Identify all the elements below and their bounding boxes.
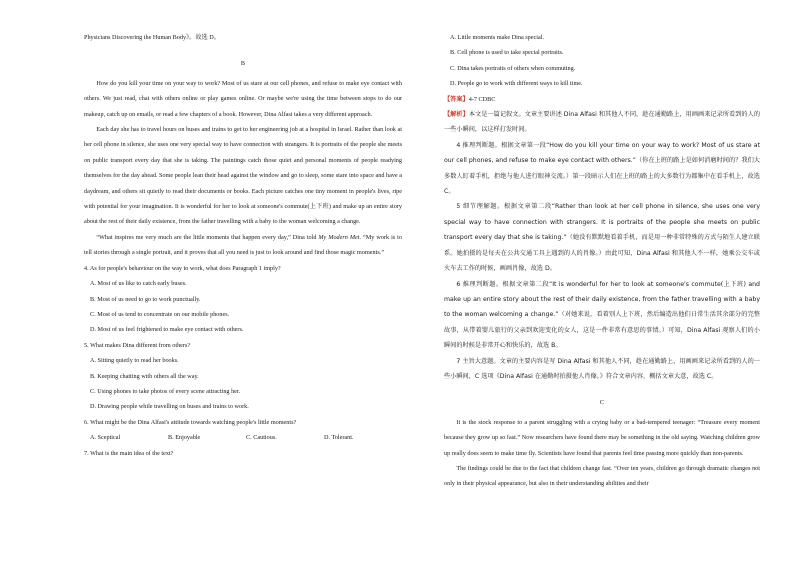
passage-c-paragraph-1: It is the stock response to a parent struggling with a crying baby or a bad-tempered teenager: “Treasure every moment because they grow up so fast.” Now researchers have found there may be something in the old saying. Watching children grow up really does seem to make time fly. Scientists have found that parents feel time passing more quickly than non-parents. bbox=[444, 418, 760, 457]
q5-option-d: D. Drawing people while travelling on buses and trains to work. bbox=[90, 403, 249, 411]
quote-part-1: “What inspires me very much are the little moments that happen every day,” Dina told bbox=[96, 233, 319, 241]
magazine-title: My Modern Met bbox=[318, 233, 360, 241]
q7-option-a: A. Little moments make Dina special. bbox=[450, 34, 544, 41]
explanation-q4: 4 推理判断题。根据文章第一段“How do you kill your time on your way to work? Most of us stare at our cell phones, and refuse to make eye contact with others.”（你在上班的路上是如何消磨时间的？我们大多数人盯着手机，拒绝与他人进行眼神交流。）第一段暗示人们在上班的路上的大多数行为都集中在看手机上，故选 C。 bbox=[444, 141, 760, 196]
question-6: 6. What might be the Dina Alfasi's attitude towards watching people's little moments? bbox=[84, 418, 297, 426]
q6-option-a: A. Sceptical bbox=[90, 434, 121, 442]
q4-option-b: B. Most of us need to go to work punctually. bbox=[90, 295, 201, 303]
quote-part-2: . “My work is to tell stories through a single portrait, and it proves that all you need is just to look around and find those magic moments.” bbox=[84, 233, 402, 257]
answer-line bbox=[444, 92, 760, 107]
previous-answer-line: Physicians Discovering the Human Body》。故选 D。 bbox=[84, 34, 220, 41]
q5-option-c: C. Using phones to take photos of every scene attracting her. bbox=[90, 387, 241, 395]
q4-option-c: C. Most of us tend to concentrate on our mobile phones. bbox=[90, 310, 230, 318]
explanation-q7: 7 主旨大意题。文章的主要内容是写 Dina Alfasi 和其他人不同，趁在通勤路上，用画画来记录所看到的人的一些小瞬间，C 选项《Dina Alfasi 在通勤时拍摄他人肖像。》符合文章内容，概括文章大意，故选 C。 bbox=[444, 357, 760, 380]
answer-tag: 【答案】 bbox=[444, 95, 469, 103]
q6-option-d: D. Tolerant. bbox=[324, 434, 354, 442]
q4-option-d: D. Most of us feel frightened to make eye contact with others. bbox=[90, 326, 244, 334]
passage-b-paragraph-2: Each day she has to travel hours on buses and trains to get to her engineering job at a hospital in Israel. Rather than look at her cell phone in silence, she uses one very special way to have connection with strangers. It is portraits of the people she meets on public transport every day that she is taking. The paintings catch those quiet and personal moments of people readying themselves for the day ahead. Some people lean their head against the window and go to sleep, some stare into space and have a daydream, and others sit quietly to read their documents or books. Each picture catches one tiny moment in people's lives, ripe with potential for your imagination. It is wonderful for her to look at someone's commute(上下班) and make up an entire story about the rest of their daily existence, from the father travelling with a baby to the woman welcoming a change. bbox=[84, 126, 402, 226]
q5-option-a: A. Sitting quietly to read her books. bbox=[90, 357, 179, 365]
q5-option-b: B. Keeping chatting with others all the way. bbox=[90, 372, 199, 380]
analysis-text: 本文是一篇记叙文。文章主要讲述 Dina Alfasi 和其他人不同，趁在通勤路上，用画画来记录所看到的人的一些小瞬间，以这样打发时间。 bbox=[444, 111, 761, 134]
question-5: 5. What makes Dina different from others? bbox=[84, 341, 191, 349]
explanation-q6: 6 推理判断题。根据文章第二段“It is wonderful for her to look at someone's commute(上下班) and make up an entire story about the rest of their daily existence, from the father travelling with a baby to the woman welcoming a change.”（对她来说，看着别人上下班，然后编造出他们日常生活其余部分的完整故事，从带着婴儿旅行的父亲到欢迎变化的女人，这是一件非常有意思的事情。）可知，Dina Alfasi 观察人们的小瞬间的时候是非常开心和快乐的，故选 B。 bbox=[444, 280, 760, 350]
passage-b-paragraph-1: How do you kill your time on your way to work? Most of us stare at our cell phones, and refuse to make eye contact with others. We just read, chat with others online or play games online. Or maybe we're using the time between stops to do our makeup, catch up on emails, or read a few chapters of a book. However, Dina Alfasi takes a very different approach. bbox=[84, 79, 402, 118]
question-4: 4. As for people's behaviour on the way to work, what does Paragraph 1 imply? bbox=[84, 264, 281, 272]
passage-b-paragraph-3 bbox=[84, 230, 402, 261]
analysis-tag: 【解析】 bbox=[444, 111, 469, 119]
answer-key: 4-7 CDBC bbox=[468, 95, 496, 103]
q6-option-b: B. Enjoyable bbox=[168, 434, 201, 442]
analysis-paragraph bbox=[444, 107, 760, 138]
q7-option-c: C. Dina takes portraits of others when commuting. bbox=[450, 64, 576, 72]
q7-option-b: B. Cell phone is used to take special portraits. bbox=[450, 49, 564, 57]
passage-c-paragraph-2: The findings could be due to the fact that children change fast. “Over ten years, children go through dramatic changes not only in their physical appearance, but also in their understanding abilities and their bbox=[444, 464, 760, 488]
right-column bbox=[444, 30, 760, 492]
question-7: 7. What is the main idea of the text? bbox=[84, 449, 174, 457]
q6-options bbox=[84, 430, 402, 445]
explanation-q5: 5 细节理解题。根据文章第二段“Rather than look at her cell phone in silence, she uses one very special way to have connection with strangers. It is portraits of the people she meets on public transport every day that she is taking.”（她没有默默地看着手机，而是用一种非常特殊的方式与陌生人建立联系。她拍摄的是每天在公共交通工具上遇到的人的肖像。）由此可知，Dina Alfasi 和其他人不一样，她乘公交车或火车去工作的时候，画画肖像，故选 D。 bbox=[444, 203, 760, 273]
section-c-heading: C bbox=[599, 399, 605, 407]
section-b-heading: B bbox=[240, 60, 246, 68]
q6-option-c: C. Cautious. bbox=[246, 434, 277, 442]
q4-option-a: A. Most of us like to catch early buses. bbox=[90, 280, 187, 288]
q7-option-d: D. People go to work with different ways to kill time. bbox=[450, 80, 583, 88]
left-column bbox=[84, 30, 402, 461]
